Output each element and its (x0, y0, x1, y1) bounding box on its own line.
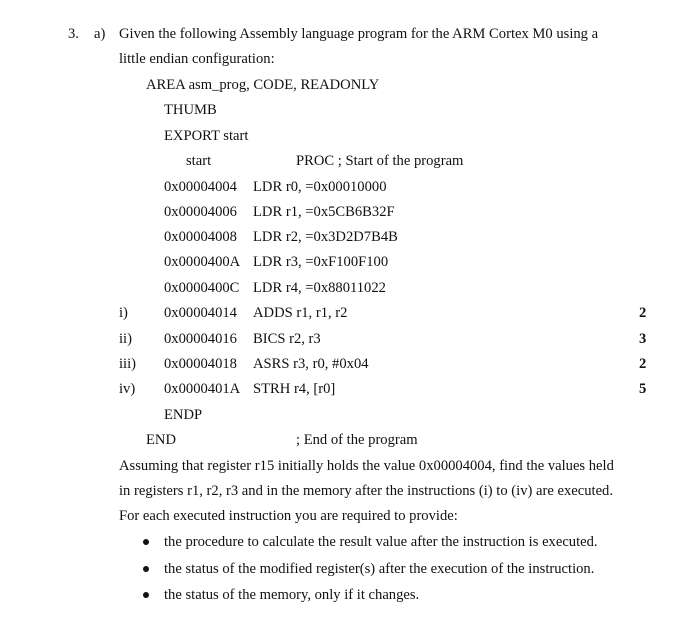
code-end-comment: ; End of the program (296, 432, 418, 448)
question-number: 3. (68, 26, 79, 42)
setup-instruction: LDR r4, =0x88011022 (253, 280, 386, 296)
task-label: iv) (119, 381, 136, 397)
code-end-directive: END (146, 432, 176, 448)
task-instruction: ASRS r3, r0, #0x04 (253, 356, 369, 372)
setup-address: 0x00004008 (164, 229, 237, 245)
code-endp-directive: ENDP (164, 407, 203, 423)
code-area-directive: AREA asm_prog, CODE, READONLY (146, 77, 380, 93)
task-label: ii) (119, 331, 132, 347)
task-address: 0x00004014 (164, 305, 237, 321)
instruction-line-2: in registers r1, r2, r3 and in the memory after the instructions (i) to (iv) are executed. (119, 483, 613, 499)
task-marks: 2 (639, 356, 647, 372)
bullet-icon (143, 539, 149, 545)
task-instruction: BICS r2, r3 (253, 331, 321, 347)
task-marks: 5 (639, 381, 647, 397)
task-instruction: STRH r4, [r0] (253, 381, 336, 397)
task-marks: 2 (639, 305, 647, 321)
intro-line-1: Given the following Assembly language program for the ARM Cortex M0 using a (119, 26, 599, 42)
setup-address: 0x0000400C (164, 280, 240, 296)
code-proc-line: PROC ; Start of the program (296, 153, 464, 169)
requirement-bullet-text: the status of the modified register(s) after the execution of the instruction. (164, 561, 595, 577)
setup-address: 0x0000400A (164, 254, 241, 270)
bullet-icon (143, 566, 149, 572)
code-export-directive: EXPORT start (164, 128, 249, 144)
task-marks: 3 (639, 331, 647, 347)
setup-address: 0x00004004 (164, 179, 237, 195)
requirement-bullet-text: the procedure to calculate the result value after the instruction is executed. (164, 534, 598, 550)
task-address: 0x00004018 (164, 356, 237, 372)
task-address: 0x00004016 (164, 331, 237, 347)
task-label: iii) (119, 356, 137, 372)
bullet-icon (143, 592, 149, 598)
setup-instruction: LDR r1, =0x5CB6B32F (253, 204, 395, 220)
task-address: 0x0000401A (164, 381, 241, 397)
task-instruction: ADDS r1, r1, r2 (253, 305, 348, 321)
intro-line-2: little endian configuration: (119, 51, 275, 67)
task-label: i) (119, 305, 128, 321)
setup-instruction: LDR r3, =0xF100F100 (253, 254, 389, 270)
instruction-line-1: Assuming that register r15 initially holds the value 0x00004004, find the values held (119, 458, 614, 474)
setup-instruction: LDR r0, =0x00010000 (253, 179, 387, 195)
instruction-line-3: For each executed instruction you are required to provide: (119, 508, 458, 524)
setup-address: 0x00004006 (164, 204, 237, 220)
requirement-bullet-text: the status of the memory, only if it changes. (164, 587, 420, 603)
setup-instruction: LDR r2, =0x3D2D7B4B (253, 229, 398, 245)
code-start-label: start (186, 153, 212, 169)
code-thumb-directive: THUMB (164, 102, 217, 118)
question-part-label: a) (94, 26, 106, 42)
